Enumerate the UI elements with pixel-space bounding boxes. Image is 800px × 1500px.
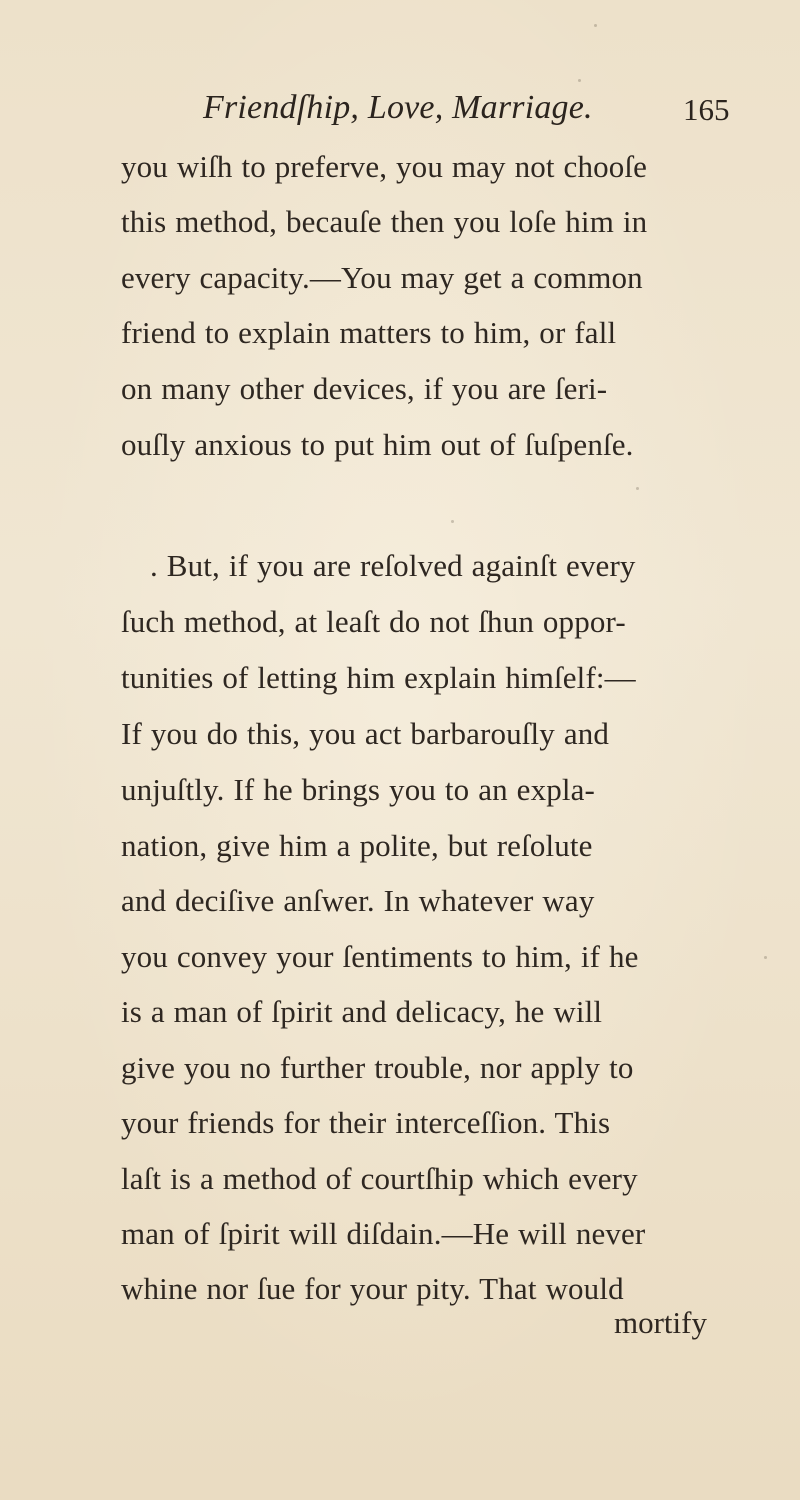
text-line: . But, if you are reſolved againſt every [150,548,636,583]
text-line: this method, becauſe then you loſe him in [121,204,648,239]
text-line: man of ſpirit will diſdain.—He will never [121,1216,646,1251]
text-line: laſt is a method of courtſhip which every [121,1161,638,1196]
text-line: unjuſtly. If he brings you to an expla- [121,772,596,807]
text-line: whine nor ſue for your pity. That would [121,1271,624,1306]
text-line: friend to explain matters to him, or fall [121,315,617,350]
page-header [0,88,800,136]
paper-speck [636,487,639,490]
paper-speck [451,520,454,523]
text-line: on many other devices, if you are ſeri- [121,371,608,406]
paper-speck [764,956,767,959]
text-line: is a man of ſpirit and delicacy, he will [121,994,603,1029]
catchword: mortify [614,1305,707,1340]
text-line: your friends for their interceſſion. This [121,1105,611,1140]
text-line: ſuch method, at leaſt do not ſhun oppor- [121,604,626,639]
page-number: 165 [683,92,730,127]
text-line: nation, give him a polite, but reſolute [121,828,593,863]
text-line: every capacity.—You may get a common [121,260,643,295]
text-line: give you no further trouble, nor apply to [121,1050,634,1085]
text-line: tunities of letting him explain himſelf:— [121,660,636,695]
running-title: Friendſhip, Love, Marriage. [203,89,593,126]
text-line: you wiſh to preferve, you may not chooſe [121,149,648,184]
text-line: ouſly anxious to put him out of ſuſpenſe. [121,427,634,462]
paper-speck [594,24,597,27]
text-line: you convey your ſentiments to him, if he [121,939,639,974]
text-line: If you do this, you act barbarouſly and [121,716,610,751]
paper-speck [578,79,581,82]
text-line: and deciſive anſwer. In whatever way [121,883,595,918]
